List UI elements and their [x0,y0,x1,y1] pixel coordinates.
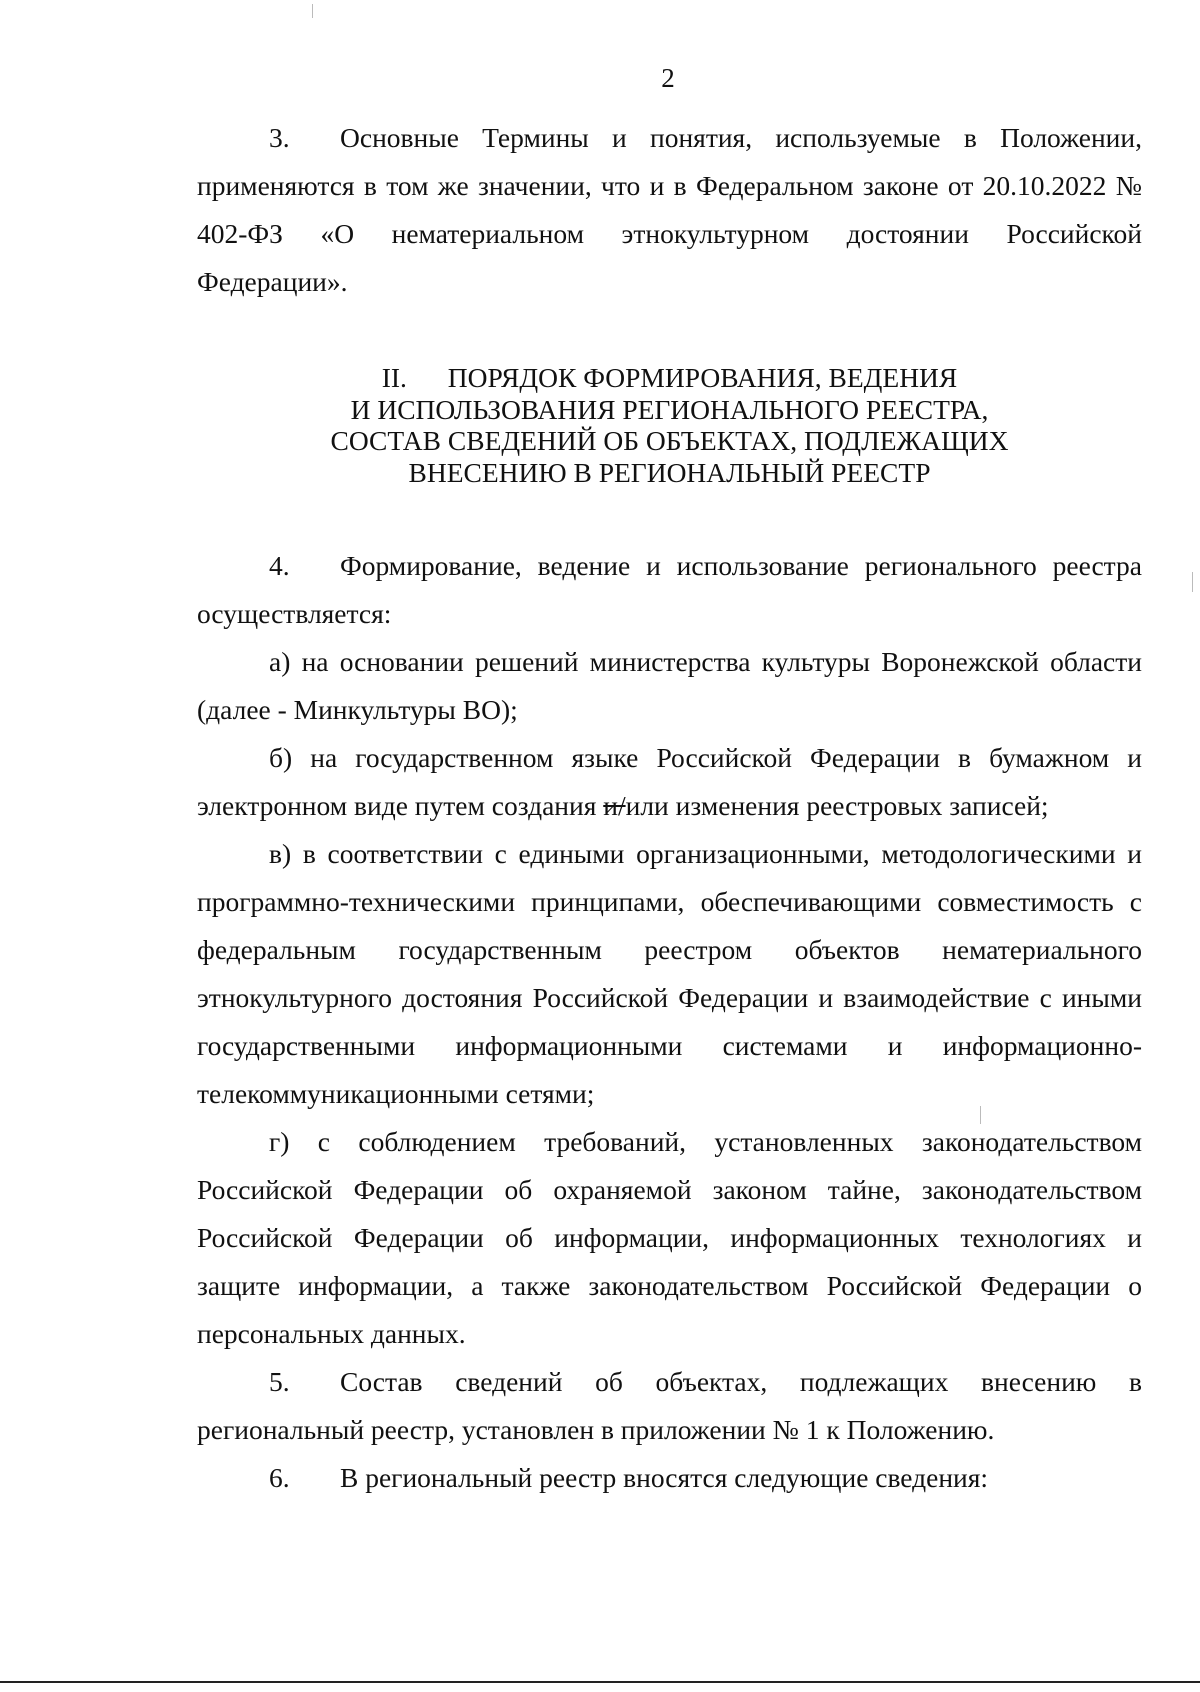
paragraph-4-text: Формирование, ведение и использование регионального реестра осуществляется: [197,550,1142,629]
paragraph-5-number: 5. [269,1366,290,1397]
paragraph-3 [197,114,1142,306]
scan-speck [1192,572,1193,592]
item-b [197,734,1142,830]
section-2-heading-line-4: ВНЕСЕНИЮ В РЕГИОНАЛЬНЫЙ РЕЕСТР [408,456,931,488]
paragraph-6-text: В региональный реестр вносятся следующие сведения: [340,1462,989,1493]
section-2-heading [197,362,1142,488]
item-b-text-after: или изменения реестровых записей; [625,790,1049,821]
item-v: в) в соответствии с едиными организационными, методологическими и программно-техническими принципами, обеспечивающими совместимость с федеральным государственным реестром объектов нематериального этнокультурного достояния Российской Федерации и взаимодействие с иными государственными информационными системами и информационно-телекоммуникационными сетями; [197,838,1142,1109]
paragraph-6-number: 6. [269,1462,290,1493]
section-2-title-part-1: ПОРЯДОК ФОРМИРОВАНИЯ, ВЕДЕНИЯ [447,362,958,393]
section-2-heading-line-2: И ИСПОЛЬЗОВАНИЯ РЕГИОНАЛЬНОГО РЕЕСТРА, [350,393,989,425]
item-b-text-before: б) на государственном языке Российской Федерации в бумажном и электронном виде путем создания [197,742,1142,821]
page-bottom-edge [0,1681,1200,1683]
item-b-struck-text: и/ [603,790,626,821]
item-g: г) с соблюдением требований, установленных законодательством Российской Федерации об охраняемой законом тайне, законодательством Российской Федерации об информации, информационных технологиях и защите информации, а также законодательством Российской Федерации о персональных данных. [197,1126,1142,1349]
page-number: 2 [661,63,675,93]
paragraph-4 [197,542,1142,638]
section-2-heading-line-3: СОСТАВ СВЕДЕНИЙ ОБ ОБЪЕКТАХ, ПОДЛЕЖАЩИХ [330,425,1009,456]
section-2-heading-line-1 [197,362,1142,394]
scan-speck [312,4,313,18]
paragraph-5 [197,1358,1142,1454]
paragraph-6 [197,1454,1142,1502]
paragraph-3-number: 3. [269,122,290,153]
section-2-roman-numeral: II. [381,362,407,393]
scan-speck [980,1106,981,1124]
paragraph-3-text: Основные Термины и понятия, используемые в Положении, применяются в том же значении, что и в Федеральном законе от 20.10.2022 № 402-ФЗ «О нематериальном этнокультурном достоянии Российской Федерации». [197,122,1142,297]
paragraph-5-text: Состав сведений об объектах, подлежащих внесению в региональный реестр, установлен в приложении № 1 к Положению. [197,1366,1142,1445]
paragraph-4-number: 4. [269,550,290,581]
item-a: а) на основании решений министерства культуры Воронежской области (далее - Минкультуры ВО); [197,646,1142,725]
